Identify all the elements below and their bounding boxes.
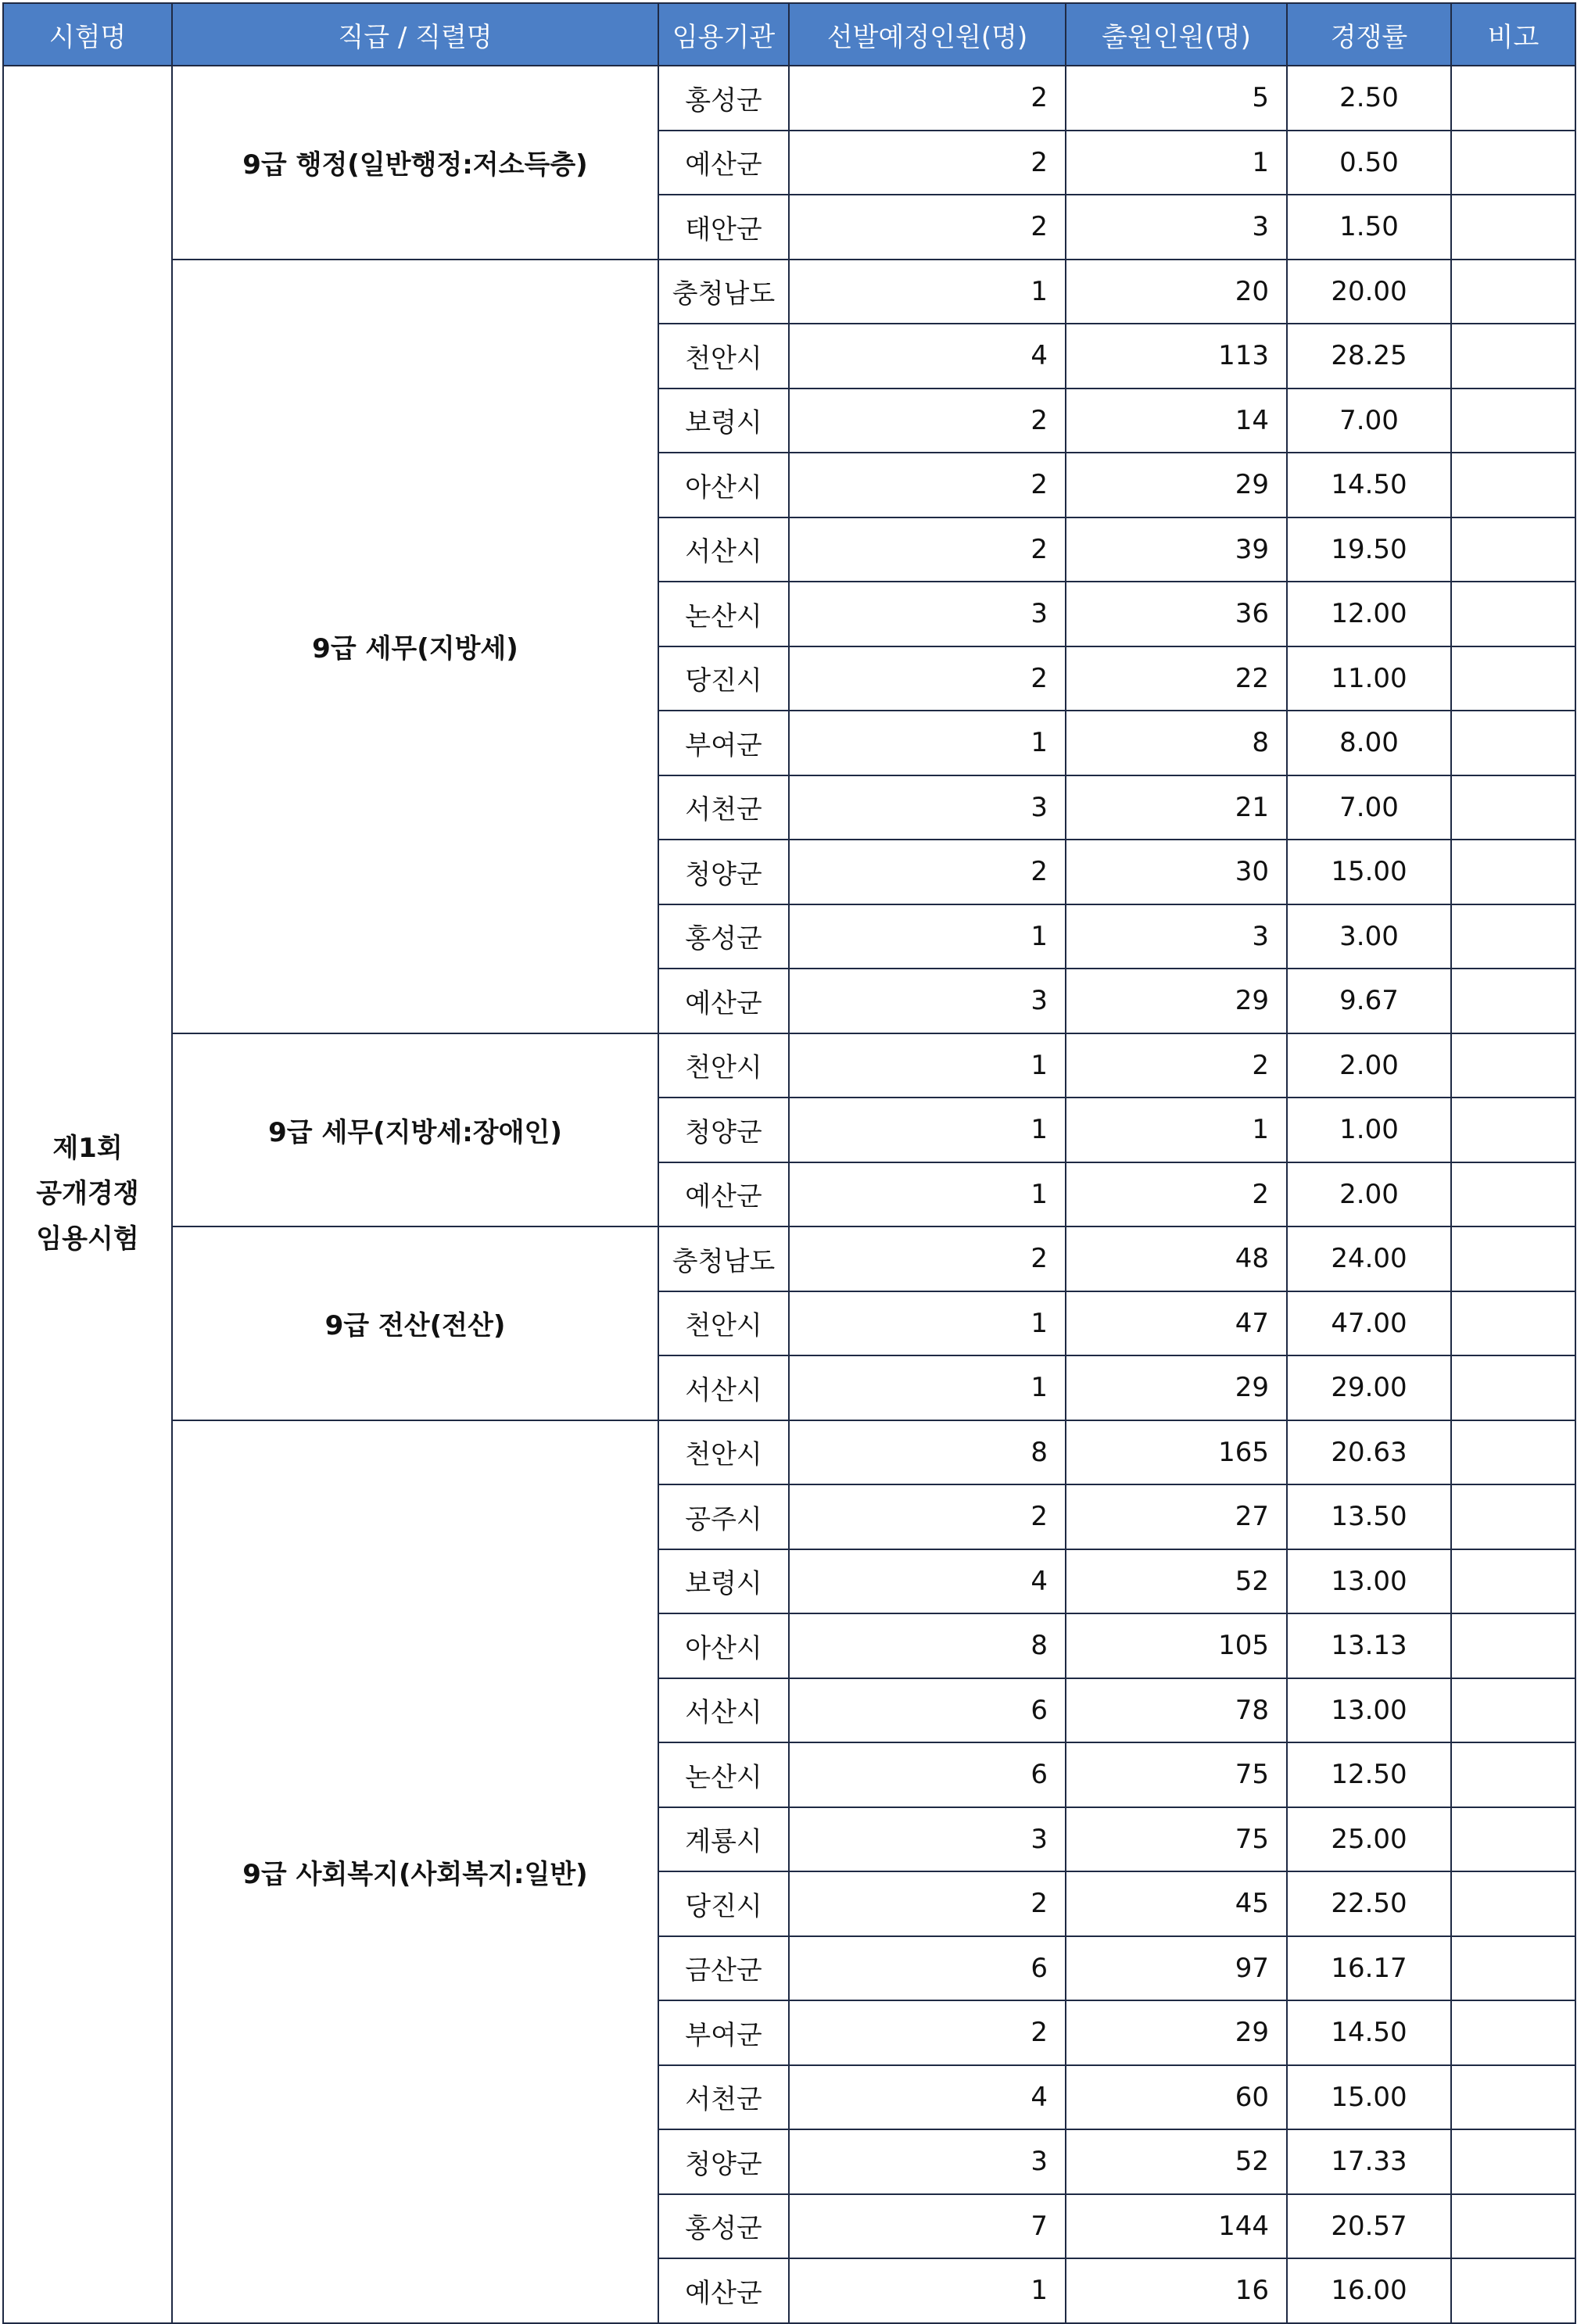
planned-count-cell: 4: [789, 2065, 1066, 2130]
header-planned: 선발예정인원(명): [789, 3, 1066, 66]
competition-ratio-cell: 13.50: [1287, 1484, 1451, 1549]
planned-count-cell: 2: [789, 131, 1066, 195]
competition-ratio-cell: 9.67: [1287, 969, 1451, 1033]
applicant-count-cell: 8: [1066, 711, 1287, 775]
agency-cell: 태안군: [658, 195, 789, 260]
competition-ratio-cell: 24.00: [1287, 1226, 1451, 1291]
applicant-count-cell: 5: [1066, 66, 1287, 131]
applicant-count-cell: 30: [1066, 840, 1287, 904]
competition-ratio-cell: 13.13: [1287, 1613, 1451, 1678]
planned-count-cell: 2: [789, 646, 1066, 711]
competition-ratio-cell: 16.00: [1287, 2258, 1451, 2323]
planned-count-cell: 4: [789, 324, 1066, 389]
agency-cell: 예산군: [658, 2258, 789, 2323]
agency-cell: 당진시: [658, 646, 789, 711]
competition-ratio-cell: 14.50: [1287, 453, 1451, 517]
competition-ratio-cell: 3.00: [1287, 904, 1451, 969]
grade-cell: 9급 세무(지방세:장애인): [172, 1033, 658, 1227]
table-row: [3, 1226, 1575, 1291]
note-cell: [1451, 1936, 1575, 2001]
applicant-count-cell: 165: [1066, 1420, 1287, 1485]
agency-cell: 계룡시: [658, 1807, 789, 1872]
agency-cell: 홍성군: [658, 66, 789, 131]
applicant-count-cell: 78: [1066, 1678, 1287, 1743]
note-cell: [1451, 131, 1575, 195]
applicant-count-cell: 3: [1066, 904, 1287, 969]
note-cell: [1451, 2258, 1575, 2323]
note-cell: [1451, 324, 1575, 389]
agency-cell: 보령시: [658, 389, 789, 453]
note-cell: [1451, 1484, 1575, 1549]
planned-count-cell: 1: [789, 1098, 1066, 1162]
competition-ratio-cell: 0.50: [1287, 131, 1451, 195]
agency-cell: 예산군: [658, 131, 789, 195]
agency-cell: 보령시: [658, 1549, 789, 1614]
competition-ratio-cell: 12.00: [1287, 582, 1451, 646]
planned-count-cell: 1: [789, 1291, 1066, 1356]
agency-cell: 예산군: [658, 1162, 789, 1227]
header-grade: 직급 / 직렬명: [172, 3, 658, 66]
competition-ratio-cell: 20.57: [1287, 2194, 1451, 2259]
agency-cell: 서산시: [658, 517, 789, 582]
planned-count-cell: 2: [789, 195, 1066, 260]
applicant-count-cell: 3: [1066, 195, 1287, 260]
note-cell: [1451, 2000, 1575, 2065]
agency-cell: 당진시: [658, 1871, 789, 1936]
note-cell: [1451, 517, 1575, 582]
note-cell: [1451, 582, 1575, 646]
note-cell: [1451, 840, 1575, 904]
planned-count-cell: 3: [789, 969, 1066, 1033]
note-cell: [1451, 66, 1575, 131]
note-cell: [1451, 1355, 1575, 1420]
note-cell: [1451, 1226, 1575, 1291]
table-row: [3, 260, 1575, 324]
agency-cell: 천안시: [658, 1291, 789, 1356]
agency-cell: 아산시: [658, 453, 789, 517]
planned-count-cell: 2: [789, 66, 1066, 131]
agency-cell: 예산군: [658, 969, 789, 1033]
applicant-count-cell: 52: [1066, 2129, 1287, 2194]
agency-cell: 금산군: [658, 1936, 789, 2001]
competition-ratio-cell: 1.50: [1287, 195, 1451, 260]
exam-name-line: 제1회: [52, 1133, 123, 1165]
planned-count-cell: 2: [789, 389, 1066, 453]
agency-cell: 청양군: [658, 1098, 789, 1162]
applicant-count-cell: 27: [1066, 1484, 1287, 1549]
applicant-count-cell: 29: [1066, 453, 1287, 517]
planned-count-cell: 3: [789, 1807, 1066, 1872]
applicant-count-cell: 60: [1066, 2065, 1287, 2130]
planned-count-cell: 1: [789, 1033, 1066, 1098]
agency-cell: 아산시: [658, 1613, 789, 1678]
agency-cell: 논산시: [658, 582, 789, 646]
competition-ratio-cell: 20.00: [1287, 260, 1451, 324]
note-cell: [1451, 260, 1575, 324]
agency-cell: 청양군: [658, 840, 789, 904]
note-cell: [1451, 1678, 1575, 1743]
competition-ratio-cell: 47.00: [1287, 1291, 1451, 1356]
competition-ratio-cell: 8.00: [1287, 711, 1451, 775]
applicant-count-cell: 29: [1066, 969, 1287, 1033]
competition-ratio-cell: 22.50: [1287, 1871, 1451, 1936]
grade-cell: 9급 전산(전산): [172, 1226, 658, 1420]
applicant-count-cell: 113: [1066, 324, 1287, 389]
exam-name-cell: [3, 66, 172, 2323]
agency-cell: 천안시: [658, 324, 789, 389]
note-cell: [1451, 646, 1575, 711]
note-cell: [1451, 1033, 1575, 1098]
note-cell: [1451, 2194, 1575, 2259]
agency-cell: 서천군: [658, 775, 789, 840]
planned-count-cell: 1: [789, 2258, 1066, 2323]
note-cell: [1451, 775, 1575, 840]
agency-cell: 청양군: [658, 2129, 789, 2194]
note-cell: [1451, 2129, 1575, 2194]
competition-ratio-cell: 17.33: [1287, 2129, 1451, 2194]
planned-count-cell: 8: [789, 1613, 1066, 1678]
competition-ratio-cell: 1.00: [1287, 1098, 1451, 1162]
competition-ratio-cell: 2.50: [1287, 66, 1451, 131]
grade-cell: 9급 사회복지(사회복지:일반): [172, 1420, 658, 2323]
planned-count-cell: 3: [789, 775, 1066, 840]
planned-count-cell: 1: [789, 711, 1066, 775]
applicant-count-cell: 14: [1066, 389, 1287, 453]
planned-count-cell: 2: [789, 1871, 1066, 1936]
header-applicants: 출원인원(명): [1066, 3, 1287, 66]
competition-ratio-cell: 29.00: [1287, 1355, 1451, 1420]
note-cell: [1451, 969, 1575, 1033]
header-note: 비고: [1451, 3, 1575, 66]
applicant-count-cell: 29: [1066, 2000, 1287, 2065]
note-cell: [1451, 1807, 1575, 1872]
note-cell: [1451, 1871, 1575, 1936]
competition-ratio-cell: 15.00: [1287, 2065, 1451, 2130]
header-ratio: 경쟁률: [1287, 3, 1451, 66]
agency-cell: 홍성군: [658, 904, 789, 969]
header-exam-name: 시험명: [3, 3, 172, 66]
note-cell: [1451, 1162, 1575, 1227]
note-cell: [1451, 1098, 1575, 1162]
note-cell: [1451, 711, 1575, 775]
applicant-count-cell: 45: [1066, 1871, 1287, 1936]
competition-ratio-cell: 14.50: [1287, 2000, 1451, 2065]
note-cell: [1451, 1420, 1575, 1485]
agency-cell: 논산시: [658, 1742, 789, 1807]
applicant-count-cell: 1: [1066, 131, 1287, 195]
applicant-count-cell: 75: [1066, 1807, 1287, 1872]
competition-ratio-cell: 19.50: [1287, 517, 1451, 582]
competition-ratio-cell: 13.00: [1287, 1678, 1451, 1743]
planned-count-cell: 1: [789, 1162, 1066, 1227]
applicant-count-cell: 47: [1066, 1291, 1287, 1356]
applicant-count-cell: 52: [1066, 1549, 1287, 1614]
planned-count-cell: 2: [789, 840, 1066, 904]
grade-cell: 9급 행정(일반행정:저소득층): [172, 66, 658, 260]
planned-count-cell: 4: [789, 1549, 1066, 1614]
agency-cell: 서천군: [658, 2065, 789, 2130]
header-agency: 임용기관: [658, 3, 789, 66]
competition-ratio-cell: 28.25: [1287, 324, 1451, 389]
competition-ratio-cell: 7.00: [1287, 389, 1451, 453]
exam-results-table: [2, 2, 1576, 2324]
competition-ratio-cell: 15.00: [1287, 840, 1451, 904]
note-cell: [1451, 2065, 1575, 2130]
competition-ratio-cell: 2.00: [1287, 1162, 1451, 1227]
competition-ratio-cell: 2.00: [1287, 1033, 1451, 1098]
applicant-count-cell: 29: [1066, 1355, 1287, 1420]
note-cell: [1451, 1291, 1575, 1356]
planned-count-cell: 2: [789, 2000, 1066, 2065]
applicant-count-cell: 2: [1066, 1162, 1287, 1227]
exam-name-line: 임용시험: [36, 1223, 139, 1255]
competition-ratio-cell: 16.17: [1287, 1936, 1451, 2001]
planned-count-cell: 7: [789, 2194, 1066, 2259]
applicant-count-cell: 16: [1066, 2258, 1287, 2323]
agency-cell: 부여군: [658, 711, 789, 775]
competition-ratio-cell: 20.63: [1287, 1420, 1451, 1485]
planned-count-cell: 1: [789, 1355, 1066, 1420]
applicant-count-cell: 22: [1066, 646, 1287, 711]
planned-count-cell: 2: [789, 517, 1066, 582]
table-row: [3, 1033, 1575, 1098]
applicant-count-cell: 75: [1066, 1742, 1287, 1807]
agency-cell: 천안시: [658, 1420, 789, 1485]
applicant-count-cell: 21: [1066, 775, 1287, 840]
planned-count-cell: 6: [789, 1678, 1066, 1743]
table-row: [3, 66, 1575, 131]
applicant-count-cell: 2: [1066, 1033, 1287, 1098]
note-cell: [1451, 1613, 1575, 1678]
planned-count-cell: 6: [789, 1936, 1066, 2001]
note-cell: [1451, 389, 1575, 453]
planned-count-cell: 2: [789, 453, 1066, 517]
applicant-count-cell: 36: [1066, 582, 1287, 646]
competition-ratio-cell: 11.00: [1287, 646, 1451, 711]
applicant-count-cell: 20: [1066, 260, 1287, 324]
agency-cell: 충청남도: [658, 260, 789, 324]
planned-count-cell: 8: [789, 1420, 1066, 1485]
planned-count-cell: 1: [789, 260, 1066, 324]
applicant-count-cell: 48: [1066, 1226, 1287, 1291]
planned-count-cell: 6: [789, 1742, 1066, 1807]
table-row: [3, 1420, 1575, 1485]
applicant-count-cell: 105: [1066, 1613, 1287, 1678]
agency-cell: 충청남도: [658, 1226, 789, 1291]
agency-cell: 홍성군: [658, 2194, 789, 2259]
competition-ratio-cell: 25.00: [1287, 1807, 1451, 1872]
header-row: [3, 3, 1575, 66]
competition-ratio-cell: 7.00: [1287, 775, 1451, 840]
note-cell: [1451, 904, 1575, 969]
note-cell: [1451, 453, 1575, 517]
agency-cell: 공주시: [658, 1484, 789, 1549]
applicant-count-cell: 97: [1066, 1936, 1287, 2001]
table-body: [3, 66, 1575, 2323]
applicant-count-cell: 39: [1066, 517, 1287, 582]
note-cell: [1451, 1742, 1575, 1807]
planned-count-cell: 2: [789, 1226, 1066, 1291]
agency-cell: 서산시: [658, 1355, 789, 1420]
agency-cell: 서산시: [658, 1678, 789, 1743]
competition-ratio-cell: 12.50: [1287, 1742, 1451, 1807]
grade-cell: 9급 세무(지방세): [172, 260, 658, 1033]
planned-count-cell: 3: [789, 582, 1066, 646]
note-cell: [1451, 1549, 1575, 1614]
note-cell: [1451, 195, 1575, 260]
applicant-count-cell: 144: [1066, 2194, 1287, 2259]
exam-name-line: 공개경쟁: [36, 1177, 139, 1209]
planned-count-cell: 3: [789, 2129, 1066, 2194]
applicant-count-cell: 1: [1066, 1098, 1287, 1162]
agency-cell: 천안시: [658, 1033, 789, 1098]
competition-ratio-cell: 13.00: [1287, 1549, 1451, 1614]
planned-count-cell: 1: [789, 904, 1066, 969]
agency-cell: 부여군: [658, 2000, 789, 2065]
planned-count-cell: 2: [789, 1484, 1066, 1549]
